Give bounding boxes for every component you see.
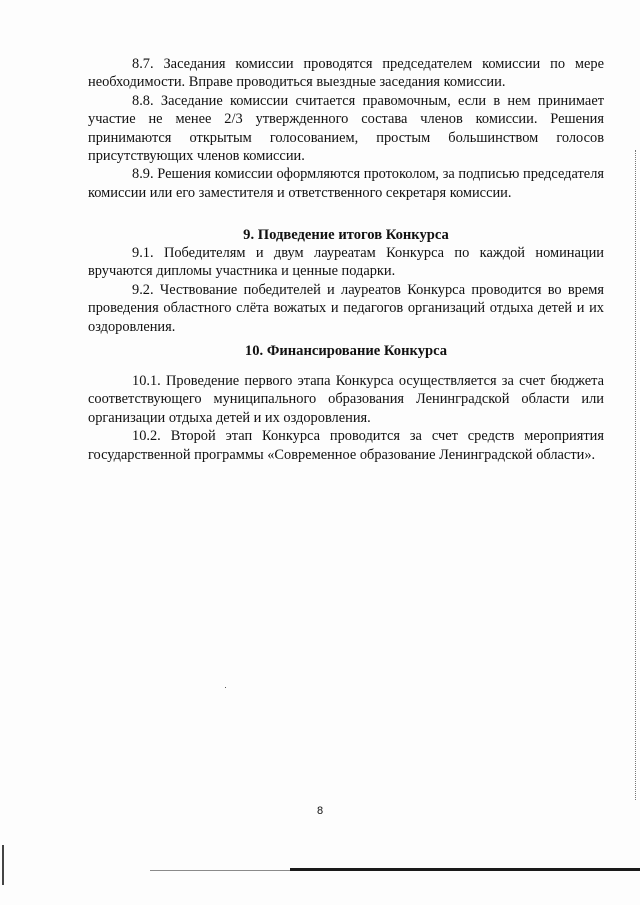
section-9-body: [88, 244, 604, 336]
paragraph-10-1: 10.1. Проведение первого этапа Конкурса осуществляется за счет бюджета соответствующего муниципального образования Ленинградской области или организации отдыха детей и их оздоровления.: [88, 373, 604, 426]
scan-edge-artifact-left: [2, 845, 4, 885]
section-10-heading: 10. Финансирование Конкурса: [244, 343, 448, 359]
paragraph-8-7: 8.7. Заседания комиссии проводятся председателем комиссии по мере необходимости. Вправе проводиться выездные заседания комиссии.: [88, 56, 604, 91]
paragraph-8-8: 8.8. Заседание комиссии считается правомочным, если в нем принимает участие не менее 2/3 утвержденного состава членов комиссии. Решения принимаются открытым голосованием, простым большинством голосов присутствующих членов комиссии.: [88, 92, 604, 165]
page-number: 8: [316, 805, 324, 817]
scan-bar-artifact-faint: [150, 870, 290, 871]
paragraph-10-2: 10.2. Второй этап Конкурса проводится за счет средств мероприятия государственной программы «Современное образование Ленинградской области».: [88, 428, 604, 463]
section-8-body: [88, 55, 604, 202]
scan-edge-artifact: [635, 150, 637, 800]
paragraph-8-9: 8.9. Решения комиссии оформляются протоколом, за подписью председателя комиссии или его заместителя и ответственного секретаря комиссии.: [88, 166, 604, 201]
paragraph-9-1: 9.1. Победителям и двум лауреатам Конкурса по каждой номинации вручаются дипломы участника и ценные подарки.: [88, 245, 604, 280]
section-10-body: [88, 372, 604, 464]
paragraph-9-2: 9.2. Чествование победителей и лауреатов Конкурса проводится во время проведения областного слёта вожатых и педагогов организаций отдыха детей и их оздоровления.: [88, 281, 604, 335]
scan-bar-artifact: [290, 868, 640, 871]
section-9-heading: 9. Подведение итогов Конкурса: [243, 227, 449, 243]
scan-dust-artifact: [225, 687, 226, 688]
